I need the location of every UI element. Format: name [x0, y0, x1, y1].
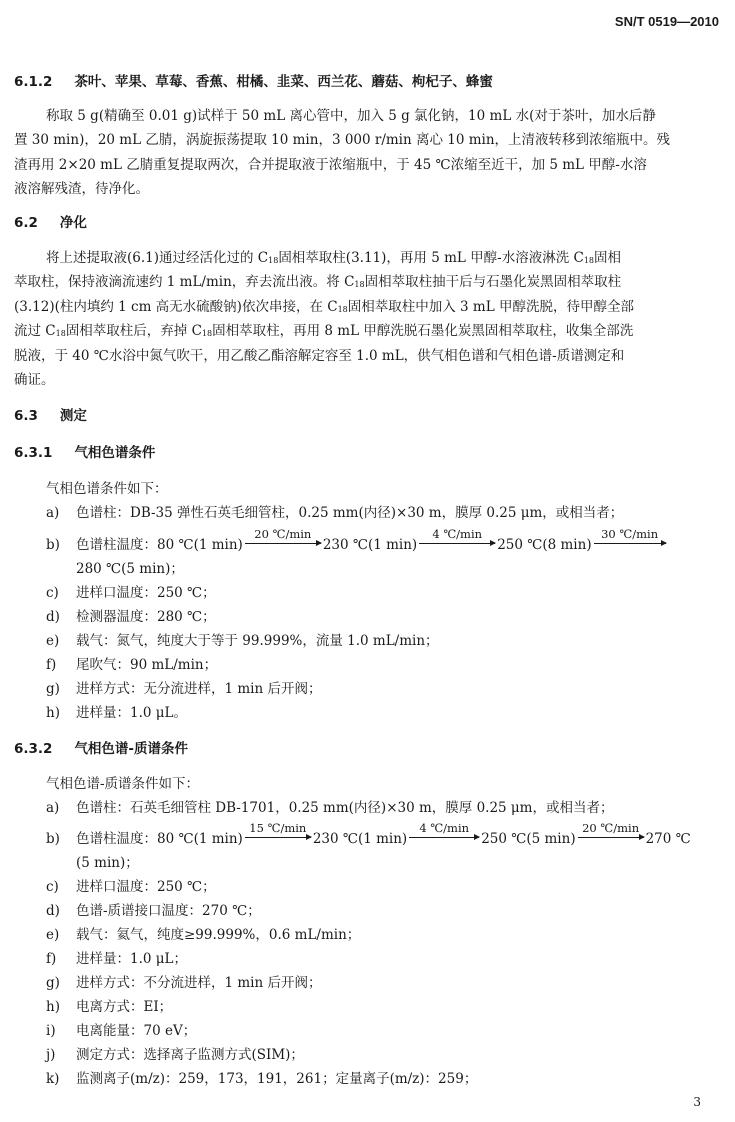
section-title: 气相色谱条件 [74, 445, 156, 461]
ramp-arrow: 20 ℃/min [245, 543, 321, 544]
list-item: f) 尾吹气：90 mL/min； [46, 657, 218, 673]
paragraph-line: 液溶解残渣，待净化。 [14, 181, 149, 197]
ramp-arrow: 15 ℃/min [245, 837, 311, 838]
ramp-arrow: 30 ℃/min [594, 543, 666, 544]
paragraph-line: 置 30 min)，20 mL 乙腈，涡旋振荡提取 10 min，3 000 r/min 离心 10 min，上清液转移到浓缩瓶中。残 [14, 132, 671, 148]
list-item-temperature-program: b) 色谱柱温度：80 ℃(1 min) 15 ℃/min 230 ℃(1 min) 4 ℃/min 250 ℃(5 min) 20 ℃/min 270 ℃ [46, 821, 691, 847]
list-item: g) 进样方式：无分流进样，1 min 后开阀； [46, 681, 322, 697]
standard-number: SN/T 0519—2010 [614, 14, 719, 29]
paragraph-line: 将上述提取液(6.1)通过经活化过的 $C_{18}$固相萃取柱(3.11)，再用 5 mL 甲醇-水溶液淋洗 $C_{18}$固相 [46, 250, 622, 266]
list-item: d) 色谱-质谱接口温度：270 ℃； [46, 903, 261, 919]
list-intro: 气相色谱条件如下： [46, 481, 168, 497]
list-item: c) 进样口温度：250 ℃； [46, 585, 216, 601]
list-item: h) 电离方式：EI； [46, 999, 173, 1015]
list-item: e) 载气：氮气，纯度大于等于 99.999%，流量 1.0 mL/min； [46, 633, 439, 649]
section-number: 6.1.2 [14, 74, 53, 90]
section-number: 6.3 [14, 408, 38, 424]
list-item: a) 色谱柱：石英毛细管柱 DB-1701，0.25 mm(内径)×30 m，膜厚 0.25 μm，或相当者； [46, 800, 614, 816]
section-number: 6.2 [14, 215, 38, 231]
section-number: 6.3.1 [14, 445, 53, 461]
paragraph-line: 渣再用 2×20 mL 乙腈重复提取两次，合并提取液于浓缩瓶中，于 45 ℃浓缩至近干，加 5 mL 甲醇-水溶 [14, 157, 647, 173]
list-item: f) 进样量：1.0 μL； [46, 951, 187, 967]
list-intro: 气相色谱-质谱条件如下： [46, 776, 200, 792]
list-item-continued: 280 ℃(5 min)； [76, 561, 184, 577]
section-title: 测定 [59, 408, 87, 424]
list-item-continued: (5 min)； [76, 855, 139, 871]
section-title: 茶叶、苹果、草莓、香蕉、柑橘、韭菜、西兰花、蘑菇、枸杞子、蜂蜜 [74, 74, 493, 90]
section-6-3-2-heading [14, 737, 188, 757]
list-item: e) 载气：氦气，纯度≥99.999%，0.6 mL/min； [46, 927, 361, 943]
paragraph-line: 萃取柱，保持液滴流速约 1 mL/min，弃去流出液。将 $C_{18}$固相萃取柱抽干后与石墨化炭黑固相萃取柱 [14, 274, 622, 290]
section-6-3-heading [14, 404, 87, 424]
list-item: k) 监测离子(m/z)：259，173，191，261；定量离子(m/z)：259； [46, 1071, 478, 1087]
list-item: g) 进样方式：不分流进样，1 min 后开阀； [46, 975, 322, 991]
list-item: i) 电离能量：70 eV； [46, 1023, 197, 1039]
section-6-2-heading [14, 211, 87, 231]
paragraph-line: (3.12)(柱内填约 1 cm 高无水硫酸钠)依次串接，在 $C_{18}$固相萃取柱中加入 3 mL 甲醇洗脱，待甲醇全部 [14, 299, 634, 315]
list-item: d) 检测器温度：280 ℃； [46, 609, 216, 625]
section-title: 净化 [59, 215, 87, 231]
list-item: h) 进样量：1.0 μL。 [46, 705, 187, 721]
paragraph-line: 脱液，于 40 ℃水浴中氮气吹干，用乙酸乙酯溶解定容至 1.0 mL，供气相色谱和气相色谱-质谱测定和 [14, 348, 625, 364]
list-item: a) 色谱柱：DB-35 弹性石英毛细管柱，0.25 mm(内径)×30 m，膜厚 0.25 μm，或相当者； [46, 505, 624, 521]
paragraph-line: 确证。 [14, 372, 55, 388]
ramp-arrow: 4 ℃/min [419, 543, 495, 544]
page-number: 3 [693, 1095, 701, 1109]
ramp-arrow: 20 ℃/min [578, 837, 644, 838]
ramp-arrow: 4 ℃/min [409, 837, 479, 838]
list-item-temperature-program: b) 色谱柱温度：80 ℃(1 min) 20 ℃/min 230 ℃(1 min) 4 ℃/min 250 ℃(8 min) 30 ℃/min [46, 533, 668, 553]
paragraph-line: 流过 $C_{18}$固相萃取柱后，弃掉 $C_{18}$固相萃取柱，再用 8 mL 甲醇洗脱石墨化炭黑固相萃取柱，收集全部洗 [14, 323, 634, 339]
section-6-3-1-heading [14, 441, 155, 461]
section-title: 气相色谱-质谱条件 [74, 741, 189, 757]
list-item: j) 测定方式：选择离子监测方式(SIM)； [46, 1047, 304, 1063]
paragraph-line: 称取 5 g(精确至 0.01 g)试样于 50 mL 离心管中，加入 5 g 氯化钠，10 mL 水(对于茶叶，加水后静 [46, 108, 656, 124]
list-item: c) 进样口温度：250 ℃； [46, 879, 216, 895]
section-6-1-2-heading [14, 70, 493, 90]
section-number: 6.3.2 [14, 741, 53, 757]
